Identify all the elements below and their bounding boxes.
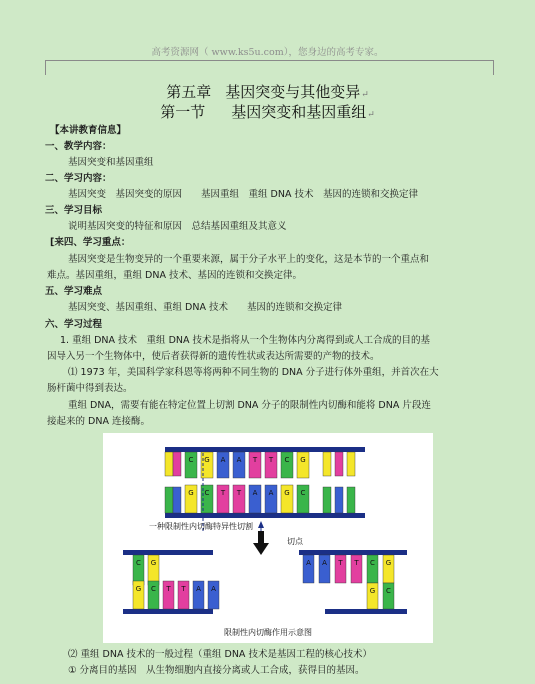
right-backbone-upper bbox=[299, 550, 407, 555]
base-letter: C bbox=[151, 585, 156, 593]
return-mark: ↵ bbox=[361, 90, 369, 100]
base-letter: T bbox=[181, 585, 186, 593]
base-letter: T bbox=[354, 559, 359, 567]
base-letter: C bbox=[136, 559, 141, 567]
base-letter: G bbox=[300, 456, 306, 464]
dna-fragment-left bbox=[123, 550, 219, 614]
para-4: ⑵ 重组 DNA 技术的一般过程（重组 DNA 技术是基因工程的核心技术） bbox=[68, 649, 372, 660]
right-backbone-lower bbox=[325, 609, 407, 614]
corner-mark-left bbox=[28, 60, 46, 75]
section-1-heading: 一、教学内容： bbox=[45, 141, 112, 152]
base-letter: A bbox=[211, 585, 216, 593]
base-letter: A bbox=[220, 456, 226, 464]
chapter-name: 基因突变与其他变异 bbox=[225, 83, 361, 101]
base-letter: T bbox=[252, 456, 258, 464]
figure-caption: 限制性内切酶作用示意图 bbox=[224, 628, 312, 637]
para-2-line2: 肠杆菌中得到表达。 bbox=[47, 383, 133, 394]
base-letter: C bbox=[204, 489, 210, 497]
header-rule bbox=[45, 60, 493, 61]
section-number: 第一节 bbox=[160, 103, 206, 121]
para-2-line1: ⑴ 1973 年，美国科学家科恩等将两种不同生物的 DNA 分子进行体外重组，并首次在大 bbox=[68, 367, 439, 378]
base-letter: G bbox=[284, 489, 290, 497]
chapter-title bbox=[0, 81, 535, 102]
end-rung-lower bbox=[323, 487, 331, 513]
base-letter: A bbox=[268, 489, 274, 497]
section-2-heading: 二、学习内容： bbox=[45, 173, 112, 184]
base-letter: T bbox=[338, 559, 343, 567]
section-4-text-line2: 难点。基因重组，重组 DNA 技术、基因的连锁和交换定律。 bbox=[47, 270, 302, 281]
section-3-text: 说明基因突变的特征和原因 总结基因重组及其意义 bbox=[68, 221, 287, 232]
restriction-enzyme-figure bbox=[103, 433, 433, 643]
end-rung-upper bbox=[347, 452, 355, 476]
para-1-line1: 1. 重组 DNA 技术 重组 DNA 技术是指将从一个生物体内分离得到或人工合成的目的基 bbox=[60, 335, 431, 346]
corner-mark-right bbox=[493, 60, 511, 75]
dna-fragment-right bbox=[299, 550, 407, 614]
para-3-line2: 接起来的 DNA 连接酶。 bbox=[47, 416, 150, 427]
left-backbone-lower bbox=[123, 609, 213, 614]
end-rung-lower bbox=[165, 487, 173, 513]
left-backbone-upper bbox=[123, 550, 213, 555]
end-rung-upper bbox=[173, 452, 181, 476]
chapter-number: 第五章 bbox=[166, 83, 212, 101]
base-letter: C bbox=[386, 587, 391, 595]
section-title bbox=[0, 101, 535, 122]
base-letter: C bbox=[188, 456, 194, 464]
restriction-enzyme-diagram bbox=[103, 433, 433, 643]
section-5-text: 基因突变、基因重组、重组 DNA 技术 基因的连锁和交换定律 bbox=[68, 302, 342, 313]
base-letter: T bbox=[268, 456, 274, 464]
backbone-lower bbox=[165, 513, 365, 518]
end-rung-upper bbox=[165, 452, 173, 476]
base-letter: T bbox=[220, 489, 226, 497]
cut-arrowhead bbox=[258, 521, 264, 528]
dna-double-strand bbox=[165, 447, 365, 518]
section-5-heading: 五、学习难点 bbox=[45, 286, 103, 297]
base-letter: G bbox=[150, 559, 157, 567]
section-4-heading: [来四、学习重点： bbox=[50, 237, 131, 248]
section-4-text-line1: 基因突变是生物变异的一个重要来源，属于分子水平上的变化，这是本节的一个重点和 bbox=[68, 254, 430, 265]
base-letter: C bbox=[284, 456, 290, 464]
info-heading: 【本讲教育信息】 bbox=[50, 125, 127, 136]
section-6-heading: 六、学习过程 bbox=[45, 319, 103, 330]
site-header: 高考资源网（ www.ks5u.com），您身边的高考专家。 bbox=[151, 47, 384, 58]
base-letter: T bbox=[166, 585, 171, 593]
base-letter: A bbox=[306, 559, 311, 567]
section-1-text: 基因突变和基因重组 bbox=[68, 157, 154, 168]
return-mark: ↵ bbox=[367, 110, 375, 120]
para-1-line2: 因导入另一个生物体中，使后者获得新的遗传性状或表达所需要的产物的技术。 bbox=[47, 351, 380, 362]
base-letter: G bbox=[369, 587, 376, 595]
base-letter: A bbox=[236, 456, 242, 464]
base-letter: C bbox=[370, 559, 375, 567]
backbone-upper bbox=[165, 447, 365, 452]
end-rung-lower bbox=[335, 487, 343, 513]
end-rung-lower bbox=[173, 487, 181, 513]
end-rung-upper bbox=[335, 452, 343, 476]
cut-point-label: 切点 bbox=[287, 537, 303, 546]
end-rung-lower bbox=[347, 487, 355, 513]
end-rung-upper bbox=[323, 452, 331, 476]
base-letter: A bbox=[252, 489, 258, 497]
down-arrow-head bbox=[253, 543, 269, 555]
base-letter: A bbox=[322, 559, 327, 567]
base-letter: G bbox=[204, 456, 210, 464]
para-3-line1: 重组 DNA，需要有能在特定位置上切割 DNA 分子的限制性内切酶和能将 DNA 片段连 bbox=[68, 400, 431, 411]
section-name: 基因突变和基因重组 bbox=[231, 103, 367, 121]
section-2-text: 基因突变 基因突变的原因 基因重组 重组 DNA 技术 基因的连锁和交换定律 bbox=[68, 189, 418, 200]
base-letter: G bbox=[385, 559, 392, 567]
down-arrow-shaft bbox=[258, 531, 264, 545]
section-3-heading: 三、学习目标 bbox=[45, 205, 103, 216]
base-letter: C bbox=[300, 489, 306, 497]
base-letter: T bbox=[236, 489, 242, 497]
enzyme-label: 一种限制性内切酶特异性切割 bbox=[149, 522, 253, 531]
para-5: ① 分离目的基因 从生物细胞内直接分离或人工合成，获得目的基因。 bbox=[68, 665, 365, 676]
base-letter: G bbox=[188, 489, 194, 497]
base-letter: A bbox=[196, 585, 201, 593]
base-letter: G bbox=[135, 585, 142, 593]
